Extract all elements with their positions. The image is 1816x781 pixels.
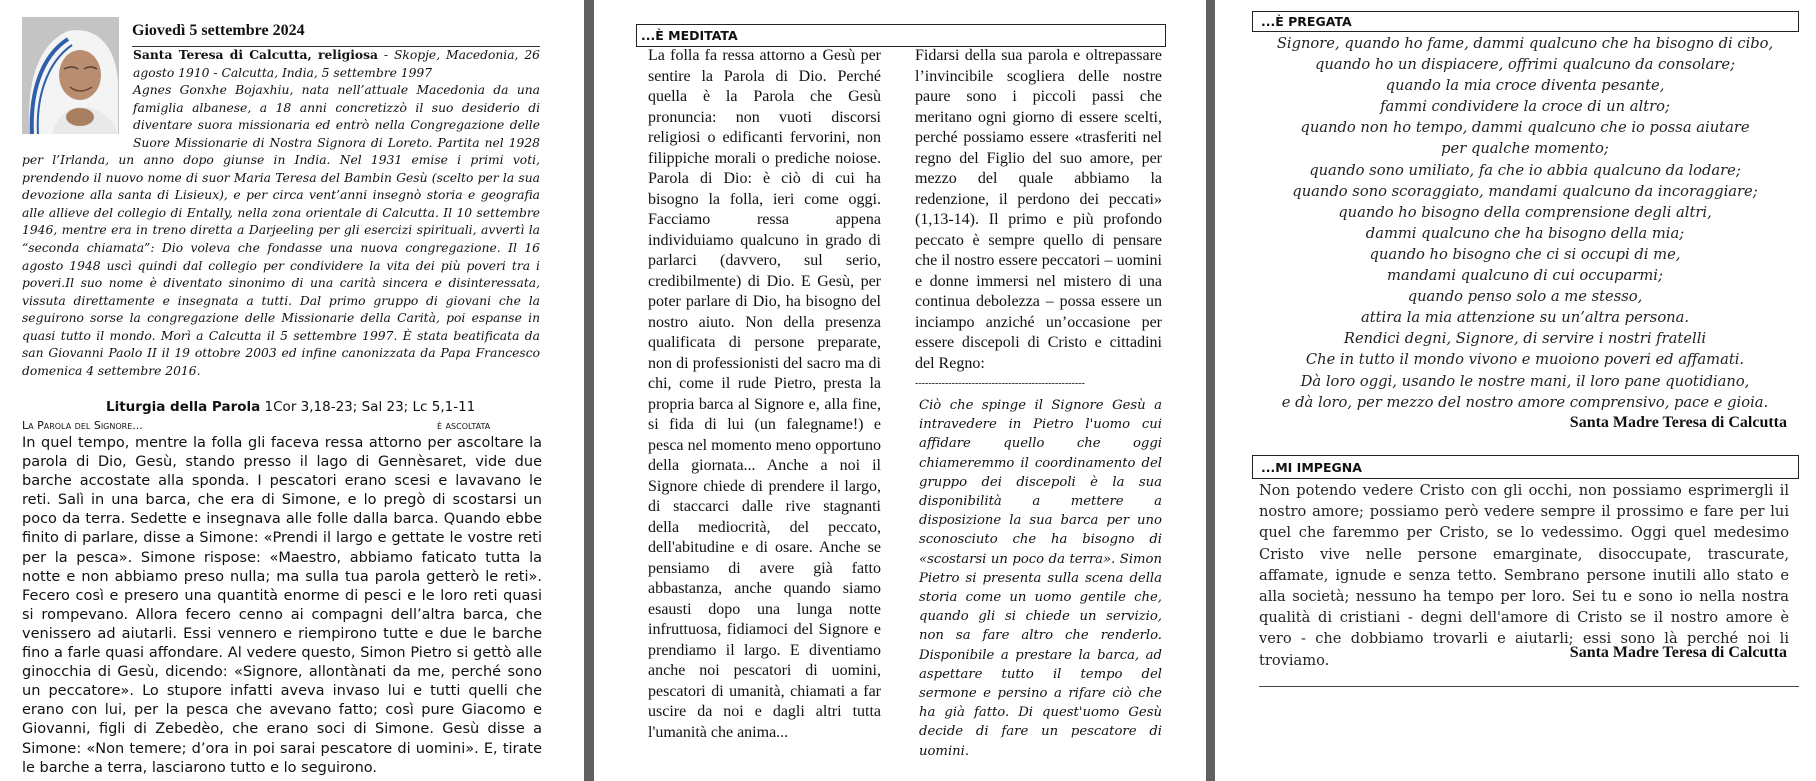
prayer-line: Signore, quando ho fame, dammi qualcuno che ha bisogno di cibo, — [1276, 35, 1774, 52]
prayer-line: quando non ho tempo, dammi qualcuno che io possa aiutare — [1300, 119, 1750, 137]
page-3 — [1215, 0, 1816, 781]
separator-line: --------------------------------------------------- — [915, 378, 1085, 389]
prayer-line: quando la mia croce diventa pesante, — [1385, 77, 1665, 95]
page-2 — [594, 0, 1206, 781]
prayer-line: per qualche momento; — [1441, 140, 1609, 158]
closing-divider — [1259, 686, 1799, 687]
meditation-left-column: La folla fa ressa attorno a Gesù per sentire la Parola di Dio. Perché quella è la Parola che Gesù pronuncia: non vuoti discorsi religiosi o edificanti fervorini, non filippiche morali o prediche noiose. Parola di Dio: è ciò di cui ha bisogno la folla, ieri come oggi. Facciamo ressa appena individuiamo qualcuno in grado di parlarci (davvero, sul serio, credibilmente) di Dio. E Gesù, per poter parlare di Dio, ha bisogno del nostro aiuto. Non della presenza qualificata di persone preparate, non di professionisti del sacro ma di chi, come il rude Pietro, presta la propria barca al Signore e, alla fine, si fida di lui (un falegname!) e pesca nel momento meno opportuno della giornata... Anche a noi il Signore chiede di prendere il largo, di staccarci dalle rive stagnanti della mediocrità, del peccato, dell'abitudine e di osare. Anche se pensiamo di avere già fatto abbastanza, anche quando siamo esausti dopo una lunga notte infruttuosa, fidiamoci del Signore e prendiamo il largo. E diventiamo anche noi pescatori di uomini, pescatori di umanità, chiamati a far uscire da noi e dagli altri tutta l'umanità che anima... — [648, 47, 881, 741]
meditation-right-text: Fidarsi della sua parola e oltrepassare l’invincibile scogliera delle nostre paure sono i piccoli passi che meritano ogni giorno di essere scelti, perché possiamo essere «trasferiti nel regno del Figlio del suo amore, per mezzo del quale abbiamo la redenzione, il perdono dei peccati» (1,13-14). Il primo e più profondo peccato è sempre quello di pensare che il nostro essere peccatori – uomini e donne immersi nel mistero di una continua debolezza – possa essere un inciampo anziché un’occasione per essere discepoli di Cristo e cittadini del Regno: — [915, 47, 1162, 372]
page-1 — [0, 0, 584, 781]
parola-heading — [22, 419, 522, 432]
section-title-meditata: ...È MEDITATA — [636, 24, 1166, 47]
prayer-line: dammi qualcuno che ha bisogno della mia; — [1365, 224, 1685, 242]
gospel-text: In quel tempo, mentre la folla gli faceva ressa attorno per ascoltare la parola di Dio, Gesù, stando presso il lago di Gennèsaret, vide due barche accostate alla sponda. I pescatori erano scesi e lavavano le reti. Salì in una barca, che era di Simone, e lo pregò di scostarsi un poco da terra. Sedette e insegnava alle folle dalla barca. Quando ebbe finito di parlare, disse a Simone: «Prendi il largo e gettate le vostre reti per la pesca». Simone rispose: «Maestro, abbiamo faticato tutta la notte e non abbiamo preso nulla; ma sulla tua parola getterò le reti». Fecero così e presero una quantità enorme di pesci e le loro reti quasi si rompevano. Allora fecero cenno ai compagni dell’altra barca, che venissero ad aiutarli. Essi vennero e riempirono tutte e due le barche fino a farle quasi affondare. Al vedere questo, Simon Pietro si gettò alle ginocchia di Gesù, dicendo: «Signore, allontànati da me, perché sono un peccatore». Lo stupore infatti aveva invaso lui e tutti quelli che erano con lui, per la pesca che avevano fatto; così pure Giacomo e Giovanni, figli di Zebedèo, che erano soci di Simone. Gesù disse a Simone: «Non temere; d’ora in poi sarai pescatore di uomini». E, tirate le barche a terra, lasciarono tutto e lo seguirono. — [22, 435, 542, 776]
prayer-line: e dà loro, per mezzo del nostro amore comprensivo, pace e gioia. — [1281, 393, 1769, 411]
liturgy-references: 1Cor 3,18-23; Sal 23; Lc 5,1-11 — [260, 399, 476, 415]
section-title-pregata: ...È PREGATA — [1252, 11, 1799, 32]
saint-dates: - Skopje, Macedonia, 26 agosto 1910 - Calcutta, India, 5 settembre 1997 — [133, 48, 541, 80]
date-heading: Giovedì 5 settembre 2024 — [132, 22, 305, 39]
prayer-line: quando ho bisogno che ci si occupi di me, — [1369, 245, 1681, 263]
prayer-line: quando sono umiliato, fa che io abbia qualcuno da lodare; — [1309, 161, 1741, 179]
liturgy-heading — [106, 399, 475, 415]
ascoltata-label: è ascoltata — [437, 419, 491, 432]
meditation-right-column — [915, 46, 1162, 761]
prayer-line: attira la mia attenzione su un’altra persona. — [1360, 309, 1690, 327]
liturgy-label: Liturgia della Parola — [106, 399, 261, 415]
commitment-signature: Santa Madre Teresa di Calcutta — [1569, 644, 1787, 661]
section-title-impegna: ...MI IMPEGNA — [1252, 455, 1799, 479]
biography-text: Agnes Gonxhe Bojaxhiu, nata nell’attuale Macedonia da una famiglia albanese, a 18 anni concretizzò il suo desiderio di diventare suora missionaria ed entrò nella Congregazione delle Suore Missionarie di Nostra Signora di Loreto. Partita nel 1928 per l’Irlanda, un anno dopo giunse in India. Nel 1931 emise i primi voti, prendendo il nuovo nome di suor Maria Teresa del Bambin Gesù (scelto per la sua devozione alla santa di Lisieux), e per circa vent’anni insegnò storia e geografia alle allieve del collegio di Entally, nella zona orientale di Calcutta. Il 10 settembre 1946, mentre era in treno diretta a Darjeeling per gli esercizi spirituali, avvertì la “seconda chiamata”: Dio voleva che fondasse una nuova congregazione. Il 16 agosto 1948 uscì quindi dal collegio per condividere la vita dei più poveri tra i poveri.Il suo nome è diventato sinonimo di una carità sincera e disinteressata, vissuta direttamente e insegnata a tutti. Dal primo gruppo di giovani che la seguirono sorse la congregazione delle Missionarie della Carità, poi espanse in quasi tutto il mondo. Morì a Calcutta il 5 settembre 1997. È stata beatificata da san Giovanni Paolo II il 19 ottobre 2003 ed infine canonizzata da Papa Francesco domenica 4 settembre 2016. — [22, 83, 540, 378]
prayer-line: fammi condividere la croce di un altro; — [1380, 98, 1670, 116]
prayer-signature: Santa Madre Teresa di Calcutta — [1569, 414, 1787, 431]
prayer-line: quando ho un dispiacere, offrimi qualcuno da consolare; — [1314, 56, 1736, 74]
prayer-line: Dà loro oggi, usando le nostre mani, il loro pane quotidiano, — [1300, 372, 1750, 390]
commitment-text: Non potendo vedere Cristo con gli occhi, non possiamo esprimergli il nostro amore; possiamo però vedere sempre il prossimo e fare per lui quel che faremmo per Cristo, se lo vedessimo. Oggi quel medesimo Cristo vive nelle persone emarginate, disoccupate, trascurate, affamate, ignude e senza tetto. Sembrano persone inutili allo stato e alla società; nessuno ha tempo per loro. Sei tu e sono io nella nostra qualità di cristiani - degni dell'amore di Cristo se il nostro amore è vero - che dobbiamo trovarli e aiutarli; essi sono là perché noi li troviamo. — [1259, 482, 1789, 669]
meditation-note: Ciò che spinge il Signore Gesù a intravedere in Pietro l'uomo cui affidare quello che oggi chiameremmo il coordinamento del gruppo dei discepoli è la sua disponibilità a mettere a disposizione la sua barca per uno sconosciuto che ha bisogno di «scostarsi un poco da terra». Simon Pietro si presenta sulla scena della storia come un uomo gentile che, quando gli si chiede un servizio, non sa fare altro che renderlo. Disponibile a prestare la barca, ad aspettare tutto il tempo del sermone e persino a rifare ciò che ha già fatto. Di quest'uomo Gesù decide di fare un pescatore di uomini. — [919, 398, 1162, 759]
prayer-line: mandami qualcuno di cui occuparmi; — [1387, 267, 1663, 285]
prayer-line: quando sono scoraggiato, mandami qualcuno da incoraggiare; — [1292, 182, 1758, 200]
saint-name: Santa Teresa di Calcutta, religiosa — [133, 47, 379, 62]
saint-biography — [22, 46, 540, 380]
prayer-line: quando penso solo a me stesso, — [1407, 288, 1643, 306]
prayer-line: Che in tutto il mondo vivono e muoiono poveri ed affamati. — [1305, 351, 1745, 369]
prayer-line: quando ho bisogno della comprensione degli altri, — [1338, 203, 1712, 221]
prayer-line: Rendici degni, Signore, di servire i nostri fratelli — [1343, 330, 1707, 348]
parola-label: La Parola del Signore... — [22, 419, 143, 432]
prayer-text — [1255, 33, 1795, 413]
